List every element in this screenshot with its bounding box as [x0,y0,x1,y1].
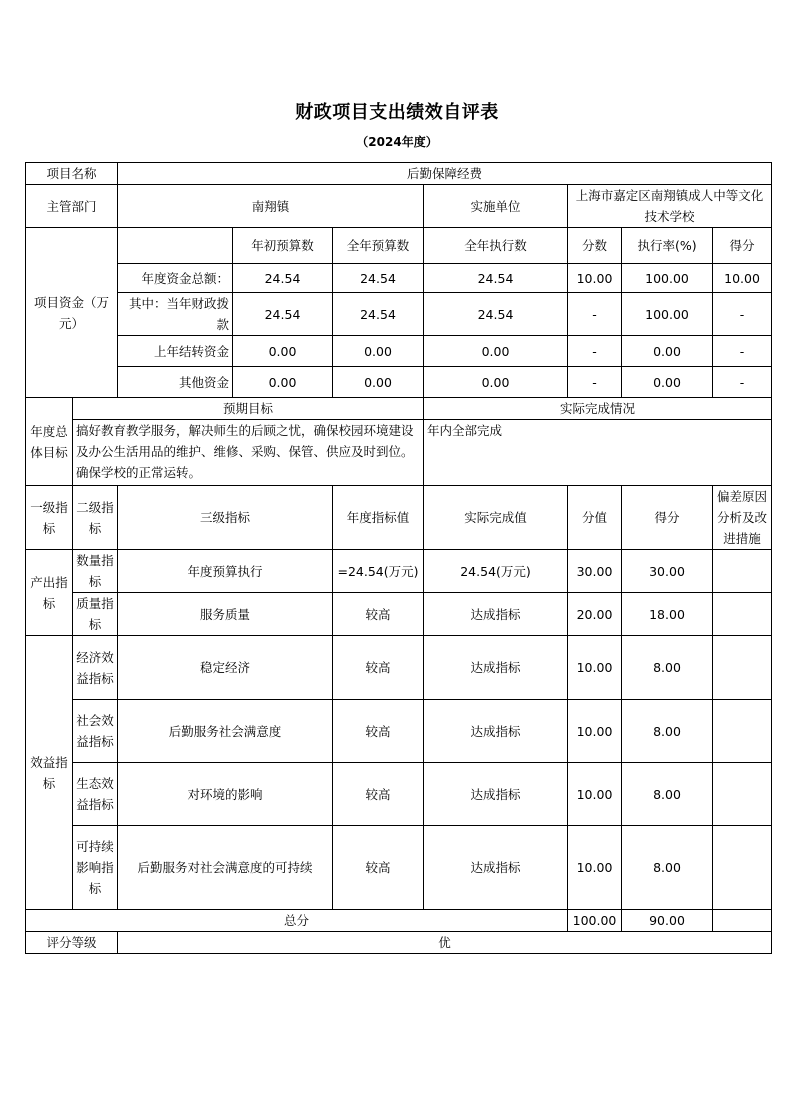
funds-row-label: 其中：当年财政拨款 [118,293,233,336]
funds-header-initial: 年初预算数 [233,228,333,264]
indicator-score: 8.00 [622,763,713,826]
goals-label: 年度总体目标 [26,398,73,486]
funds-executed: 24.54 [424,264,568,293]
indicator-level3: 稳定经济 [118,636,333,700]
indicator-score: 18.00 [622,593,713,636]
funds-annual: 24.54 [333,293,424,336]
indicator-score: 30.00 [622,550,713,593]
indicator-row [26,763,772,826]
funds-initial: 0.00 [233,367,333,398]
indicator-target: =24.54(万元) [333,550,424,593]
funds-executed: 24.54 [424,293,568,336]
indicator-level2: 社会效益指标 [73,700,118,763]
funds-annual: 0.00 [333,367,424,398]
indicator-weight: 10.00 [568,826,622,910]
funds-points: - [713,336,772,367]
goals-expected-text: 搞好教育教学服务，解决师生的后顾之忧，确保校园环境建设及办公生活用品的维护、维修、采购、保管、供应及时到位。确保学校的正常运转。 [73,420,424,486]
funds-points: - [713,367,772,398]
project-name-label: 项目名称 [26,163,118,185]
page-title: 财政项目支出绩效自评表 [295,102,499,123]
indicator-actual: 达成指标 [424,700,568,763]
indicator-level3: 年度预算执行 [118,550,333,593]
goals-content-row [26,420,772,486]
total-label: 总分 [26,910,568,932]
funds-points: - [713,293,772,336]
dept-label: 主管部门 [26,185,118,228]
total-score: 90.00 [622,910,713,932]
indicator-weight: 10.00 [568,636,622,700]
indicator-weight: 10.00 [568,763,622,826]
indicator-level3: 服务质量 [118,593,333,636]
indicator-analysis [713,593,772,636]
header-level1: 一级指标 [26,486,73,550]
funds-header-row [26,228,772,264]
indicator-score: 8.00 [622,700,713,763]
indicator-level2: 质量指标 [73,593,118,636]
funds-initial: 24.54 [233,264,333,293]
indicator-actual: 24.54(万元) [424,550,568,593]
indicator-analysis [713,826,772,910]
grade-value: 优 [118,932,772,954]
goals-header-row [26,398,772,420]
benefit-indicator-label: 效益指标 [26,636,73,910]
indicator-analysis [713,550,772,593]
indicator-weight: 10.00 [568,700,622,763]
indicator-level2: 生态效益指标 [73,763,118,826]
indicator-analysis [713,636,772,700]
project-name-row [26,163,772,185]
grade-label: 评分等级 [26,932,118,954]
funds-rate: 0.00 [622,336,713,367]
funds-initial: 24.54 [233,293,333,336]
funds-row [26,264,772,293]
funds-rate: 0.00 [622,367,713,398]
output-indicator-label: 产出指标 [26,550,73,636]
funds-points: 10.00 [713,264,772,293]
indicator-row [26,550,772,593]
header-target: 年度指标值 [333,486,424,550]
funds-header-points: 得分 [713,228,772,264]
indicator-target: 较高 [333,826,424,910]
indicator-analysis [713,763,772,826]
indicator-score: 8.00 [622,826,713,910]
indicator-level3: 后勤服务社会满意度 [118,700,333,763]
total-weight: 100.00 [568,910,622,932]
funds-row-label: 年度资金总额： [118,264,233,293]
funds-label: 项目资金（万元） [26,228,118,398]
funds-header-blank [118,228,233,264]
indicator-row [26,636,772,700]
funds-score: - [568,336,622,367]
evaluation-table [25,162,772,954]
unit-label: 实施单位 [424,185,568,228]
funds-executed: 0.00 [424,367,568,398]
header-actual: 实际完成值 [424,486,568,550]
indicator-weight: 30.00 [568,550,622,593]
funds-row [26,336,772,367]
dept-value: 南翔镇 [118,185,424,228]
indicator-score: 8.00 [622,636,713,700]
funds-header-executed: 全年执行数 [424,228,568,264]
goals-actual-text: 年内全部完成 [424,420,772,486]
indicator-row [26,826,772,910]
goals-expected-label: 预期目标 [73,398,424,420]
indicator-header-row [26,486,772,550]
funds-header-score: 分数 [568,228,622,264]
header-level2: 二级指标 [73,486,118,550]
funds-row [26,367,772,398]
indicator-actual: 达成指标 [424,593,568,636]
department-row [26,185,772,228]
funds-initial: 0.00 [233,336,333,367]
indicator-row [26,593,772,636]
indicator-level3: 对环境的影响 [118,763,333,826]
funds-rate: 100.00 [622,293,713,336]
header-weight: 分值 [568,486,622,550]
funds-score: - [568,367,622,398]
funds-score: - [568,293,622,336]
indicator-level2: 可持续影响指标 [73,826,118,910]
funds-rate: 100.00 [622,264,713,293]
indicator-target: 较高 [333,763,424,826]
indicator-weight: 20.00 [568,593,622,636]
indicator-level3: 后勤服务对社会满意度的可持续 [118,826,333,910]
indicator-row [26,700,772,763]
indicator-target: 较高 [333,593,424,636]
funds-annual: 0.00 [333,336,424,367]
unit-value: 上海市嘉定区南翔镇成人中等文化技术学校 [568,185,772,228]
funds-score: 10.00 [568,264,622,293]
header-level3: 三级指标 [118,486,333,550]
indicator-target: 较高 [333,700,424,763]
project-name-value: 后勤保障经费 [118,163,772,185]
funds-header-annual: 全年预算数 [333,228,424,264]
funds-row [26,293,772,336]
funds-header-rate: 执行率(%) [622,228,713,264]
indicator-target: 较高 [333,636,424,700]
header-score: 得分 [622,486,713,550]
indicator-analysis [713,700,772,763]
indicator-level2: 数量指标 [73,550,118,593]
indicator-actual: 达成指标 [424,636,568,700]
indicator-level2: 经济效益指标 [73,636,118,700]
total-analysis [713,910,772,932]
funds-row-label: 其他资金 [118,367,233,398]
funds-executed: 0.00 [424,336,568,367]
grade-row [26,932,772,954]
funds-annual: 24.54 [333,264,424,293]
indicator-actual: 达成指标 [424,763,568,826]
total-row [26,910,772,932]
indicator-actual: 达成指标 [424,826,568,910]
header-analysis: 偏差原因分析及改进措施 [713,486,772,550]
page-year: （2024年度） [356,135,438,149]
goals-actual-label: 实际完成情况 [424,398,772,420]
funds-row-label: 上年结转资金 [118,336,233,367]
